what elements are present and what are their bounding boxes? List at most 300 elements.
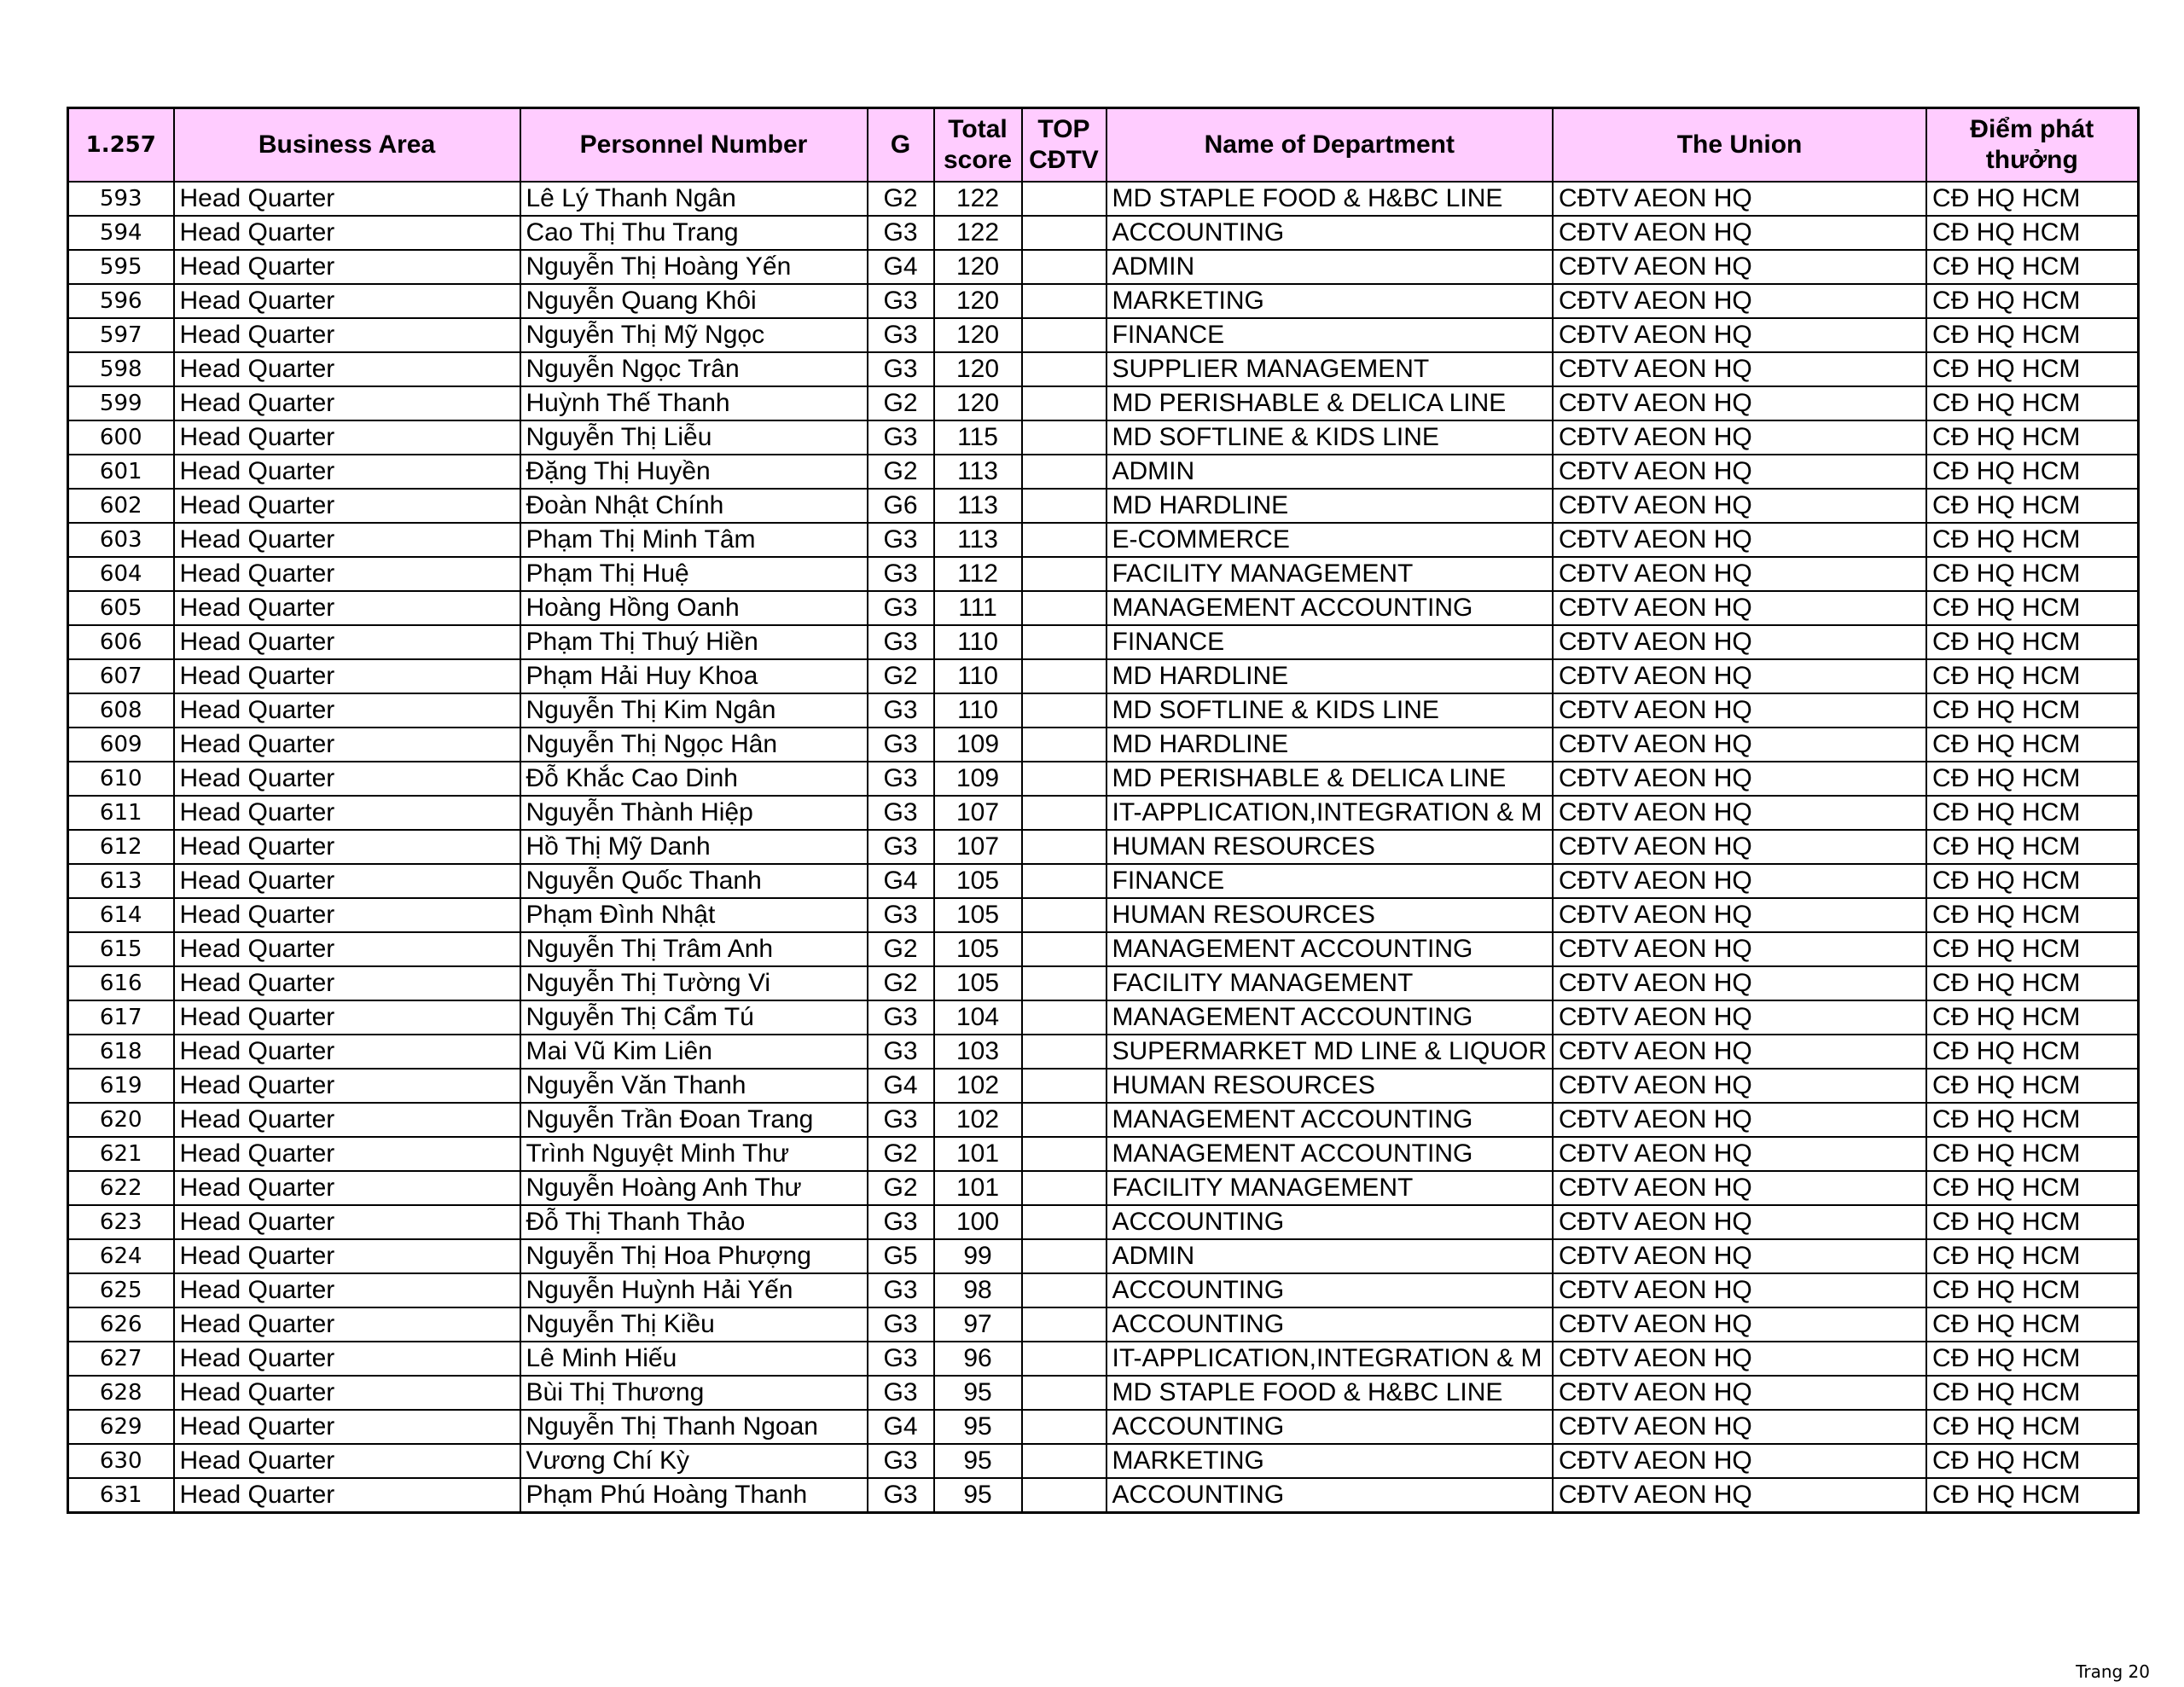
union-cell: CĐTV AEON HQ xyxy=(1553,591,1926,625)
table-row xyxy=(68,659,2139,693)
row-index: 619 xyxy=(68,1069,174,1103)
table-row xyxy=(68,1444,2139,1478)
grade-cell: G2 xyxy=(868,659,934,693)
table-row xyxy=(68,1307,2139,1342)
personnel-name-cell: Lê Minh Hiếu xyxy=(520,1342,868,1376)
union-cell: CĐTV AEON HQ xyxy=(1553,1000,1926,1035)
top-cdtv-cell xyxy=(1022,216,1107,250)
business-area-cell: Head Quarter xyxy=(174,557,520,591)
personnel-name-cell: Huỳnh Thế Thanh xyxy=(520,386,868,420)
top-cdtv-cell xyxy=(1022,284,1107,318)
top-cdtv-cell xyxy=(1022,591,1107,625)
grade-cell: G3 xyxy=(868,1444,934,1478)
table-row xyxy=(68,796,2139,830)
grade-cell: G3 xyxy=(868,625,934,659)
bonus-point-cell: CĐ HQ HCM xyxy=(1926,489,2138,523)
top-cdtv-cell xyxy=(1022,182,1107,216)
row-index: 612 xyxy=(68,830,174,864)
row-index: 596 xyxy=(68,284,174,318)
department-cell: MD SOFTLINE & KIDS LINE xyxy=(1107,693,1554,728)
row-index: 618 xyxy=(68,1035,174,1069)
top-cdtv-cell xyxy=(1022,1273,1107,1307)
business-area-cell: Head Quarter xyxy=(174,1478,520,1513)
department-cell: MANAGEMENT ACCOUNTING xyxy=(1107,1103,1554,1137)
row-index: 627 xyxy=(68,1342,174,1376)
row-index: 601 xyxy=(68,455,174,489)
table-row xyxy=(68,1171,2139,1205)
bonus-point-cell: CĐ HQ HCM xyxy=(1926,284,2138,318)
top-cdtv-cell xyxy=(1022,762,1107,796)
table-row xyxy=(68,932,2139,966)
personnel-name-cell: Nguyễn Thị Thanh Ngoan xyxy=(520,1410,868,1444)
union-cell: CĐTV AEON HQ xyxy=(1553,216,1926,250)
department-cell: SUPPLIER MANAGEMENT xyxy=(1107,352,1554,386)
total-score-cell: 109 xyxy=(934,762,1022,796)
total-score-cell: 112 xyxy=(934,557,1022,591)
bonus-point-cell: CĐ HQ HCM xyxy=(1926,728,2138,762)
grade-cell: G5 xyxy=(868,1239,934,1273)
union-cell: CĐTV AEON HQ xyxy=(1553,1239,1926,1273)
business-area-cell: Head Quarter xyxy=(174,1171,520,1205)
department-cell: MANAGEMENT ACCOUNTING xyxy=(1107,1000,1554,1035)
total-score-cell: 122 xyxy=(934,216,1022,250)
row-index: 626 xyxy=(68,1307,174,1342)
union-cell: CĐTV AEON HQ xyxy=(1553,1273,1926,1307)
union-cell: CĐTV AEON HQ xyxy=(1553,352,1926,386)
business-area-cell: Head Quarter xyxy=(174,420,520,455)
table-row xyxy=(68,830,2139,864)
total-score-cell: 101 xyxy=(934,1171,1022,1205)
row-index: 615 xyxy=(68,932,174,966)
table-row xyxy=(68,864,2139,898)
grade-cell: G2 xyxy=(868,182,934,216)
department-cell: HUMAN RESOURCES xyxy=(1107,830,1554,864)
total-score-cell: 120 xyxy=(934,318,1022,352)
department-cell: MD PERISHABLE & DELICA LINE xyxy=(1107,386,1554,420)
business-area-cell: Head Quarter xyxy=(174,1069,520,1103)
department-cell: MANAGEMENT ACCOUNTING xyxy=(1107,932,1554,966)
bonus-point-cell: CĐ HQ HCM xyxy=(1926,693,2138,728)
row-index: 611 xyxy=(68,796,174,830)
top-cdtv-cell xyxy=(1022,932,1107,966)
total-score-cell: 111 xyxy=(934,591,1022,625)
header-personnel-number: Personnel Number xyxy=(520,108,868,183)
department-cell: ACCOUNTING xyxy=(1107,1478,1554,1513)
personnel-name-cell: Nguyễn Quốc Thanh xyxy=(520,864,868,898)
personnel-name-cell: Nguyễn Văn Thanh xyxy=(520,1069,868,1103)
top-cdtv-cell xyxy=(1022,830,1107,864)
bonus-point-cell: CĐ HQ HCM xyxy=(1926,898,2138,932)
business-area-cell: Head Quarter xyxy=(174,352,520,386)
bonus-point-cell: CĐ HQ HCM xyxy=(1926,1103,2138,1137)
total-score-cell: 110 xyxy=(934,625,1022,659)
union-cell: CĐTV AEON HQ xyxy=(1553,1444,1926,1478)
business-area-cell: Head Quarter xyxy=(174,523,520,557)
grade-cell: G3 xyxy=(868,420,934,455)
personnel-name-cell: Nguyễn Thị Tường Vi xyxy=(520,966,868,1000)
table-row xyxy=(68,1103,2139,1137)
grade-cell: G4 xyxy=(868,1069,934,1103)
union-cell: CĐTV AEON HQ xyxy=(1553,1342,1926,1376)
top-cdtv-cell xyxy=(1022,1307,1107,1342)
department-cell: MANAGEMENT ACCOUNTING xyxy=(1107,1137,1554,1171)
total-score-cell: 120 xyxy=(934,386,1022,420)
grade-cell: G3 xyxy=(868,762,934,796)
top-cdtv-cell xyxy=(1022,796,1107,830)
row-index: 595 xyxy=(68,250,174,284)
grade-cell: G2 xyxy=(868,966,934,1000)
union-cell: CĐTV AEON HQ xyxy=(1553,1410,1926,1444)
row-index: 617 xyxy=(68,1000,174,1035)
union-cell: CĐTV AEON HQ xyxy=(1553,1103,1926,1137)
business-area-cell: Head Quarter xyxy=(174,966,520,1000)
table-row xyxy=(68,1035,2139,1069)
table-row xyxy=(68,420,2139,455)
top-cdtv-cell xyxy=(1022,557,1107,591)
grade-cell: G3 xyxy=(868,796,934,830)
union-cell: CĐTV AEON HQ xyxy=(1553,659,1926,693)
total-score-cell: 107 xyxy=(934,796,1022,830)
department-cell: SUPERMARKET MD LINE & LIQUOR xyxy=(1107,1035,1554,1069)
row-index: 622 xyxy=(68,1171,174,1205)
total-score-cell: 113 xyxy=(934,523,1022,557)
department-cell: ADMIN xyxy=(1107,1239,1554,1273)
row-index: 606 xyxy=(68,625,174,659)
personnel-name-cell: Hồ Thị Mỹ Danh xyxy=(520,830,868,864)
personnel-name-cell: Đoàn Nhật Chính xyxy=(520,489,868,523)
business-area-cell: Head Quarter xyxy=(174,1035,520,1069)
bonus-point-cell: CĐ HQ HCM xyxy=(1926,318,2138,352)
union-cell: CĐTV AEON HQ xyxy=(1553,932,1926,966)
top-cdtv-cell xyxy=(1022,966,1107,1000)
union-cell: CĐTV AEON HQ xyxy=(1553,284,1926,318)
total-score-cell: 101 xyxy=(934,1137,1022,1171)
total-score-cell: 113 xyxy=(934,455,1022,489)
bonus-point-cell: CĐ HQ HCM xyxy=(1926,352,2138,386)
header-business-area: Business Area xyxy=(174,108,520,183)
grade-cell: G3 xyxy=(868,318,934,352)
union-cell: CĐTV AEON HQ xyxy=(1553,420,1926,455)
grade-cell: G2 xyxy=(868,1171,934,1205)
business-area-cell: Head Quarter xyxy=(174,455,520,489)
business-area-cell: Head Quarter xyxy=(174,932,520,966)
union-cell: CĐTV AEON HQ xyxy=(1553,386,1926,420)
table-row xyxy=(68,1069,2139,1103)
header-bonus-point: Điểm phát thưởng xyxy=(1926,108,2138,183)
grade-cell: G3 xyxy=(868,693,934,728)
department-cell: ACCOUNTING xyxy=(1107,1307,1554,1342)
grade-cell: G3 xyxy=(868,523,934,557)
union-cell: CĐTV AEON HQ xyxy=(1553,250,1926,284)
personnel-name-cell: Nguyễn Thị Kim Ngân xyxy=(520,693,868,728)
table-row xyxy=(68,762,2139,796)
bonus-point-cell: CĐ HQ HCM xyxy=(1926,932,2138,966)
union-cell: CĐTV AEON HQ xyxy=(1553,557,1926,591)
personnel-name-cell: Đỗ Thị Thanh Thảo xyxy=(520,1205,868,1239)
department-cell: MD HARDLINE xyxy=(1107,489,1554,523)
table-body xyxy=(68,182,2139,1513)
total-score-cell: 110 xyxy=(934,693,1022,728)
department-cell: MARKETING xyxy=(1107,1444,1554,1478)
personnel-name-cell: Nguyễn Thị Ngọc Hân xyxy=(520,728,868,762)
total-score-cell: 95 xyxy=(934,1410,1022,1444)
total-score-cell: 95 xyxy=(934,1478,1022,1513)
bonus-point-cell: CĐ HQ HCM xyxy=(1926,1171,2138,1205)
bonus-point-cell: CĐ HQ HCM xyxy=(1926,1205,2138,1239)
top-cdtv-cell xyxy=(1022,1239,1107,1273)
personnel-name-cell: Lê Lý Thanh Ngân xyxy=(520,182,868,216)
department-cell: MD STAPLE FOOD & H&BC LINE xyxy=(1107,182,1554,216)
bonus-point-cell: CĐ HQ HCM xyxy=(1926,591,2138,625)
business-area-cell: Head Quarter xyxy=(174,1342,520,1376)
table-row xyxy=(68,216,2139,250)
personnel-name-cell: Nguyễn Thị Mỹ Ngọc xyxy=(520,318,868,352)
header-top-cdtv: TOP CĐTV xyxy=(1022,108,1107,183)
bonus-point-cell: CĐ HQ HCM xyxy=(1926,216,2138,250)
department-cell: MD STAPLE FOOD & H&BC LINE xyxy=(1107,1376,1554,1410)
business-area-cell: Head Quarter xyxy=(174,489,520,523)
personnel-name-cell: Phạm Thị Huệ xyxy=(520,557,868,591)
table-row xyxy=(68,1478,2139,1513)
total-score-cell: 99 xyxy=(934,1239,1022,1273)
top-cdtv-cell xyxy=(1022,250,1107,284)
department-cell: E-COMMERCE xyxy=(1107,523,1554,557)
bonus-point-cell: CĐ HQ HCM xyxy=(1926,1137,2138,1171)
union-cell: CĐTV AEON HQ xyxy=(1553,1035,1926,1069)
business-area-cell: Head Quarter xyxy=(174,1205,520,1239)
union-cell: CĐTV AEON HQ xyxy=(1553,762,1926,796)
total-score-cell: 96 xyxy=(934,1342,1022,1376)
grade-cell: G3 xyxy=(868,1035,934,1069)
business-area-cell: Head Quarter xyxy=(174,625,520,659)
table-row xyxy=(68,1000,2139,1035)
personnel-name-cell: Nguyễn Thị Kiều xyxy=(520,1307,868,1342)
grade-cell: G3 xyxy=(868,898,934,932)
business-area-cell: Head Quarter xyxy=(174,693,520,728)
department-cell: FINANCE xyxy=(1107,625,1554,659)
row-index: 605 xyxy=(68,591,174,625)
top-cdtv-cell xyxy=(1022,1069,1107,1103)
table-row xyxy=(68,693,2139,728)
grade-cell: G3 xyxy=(868,1478,934,1513)
row-index: 620 xyxy=(68,1103,174,1137)
grade-cell: G2 xyxy=(868,1137,934,1171)
top-cdtv-cell xyxy=(1022,1376,1107,1410)
grade-cell: G3 xyxy=(868,1307,934,1342)
union-cell: CĐTV AEON HQ xyxy=(1553,625,1926,659)
business-area-cell: Head Quarter xyxy=(174,386,520,420)
department-cell: HUMAN RESOURCES xyxy=(1107,898,1554,932)
grade-cell: G3 xyxy=(868,1205,934,1239)
personnel-name-cell: Phạm Hải Huy Khoa xyxy=(520,659,868,693)
grade-cell: G4 xyxy=(868,1410,934,1444)
union-cell: CĐTV AEON HQ xyxy=(1553,1171,1926,1205)
personnel-name-cell: Đỗ Khắc Cao Dinh xyxy=(520,762,868,796)
personnel-name-cell: Cao Thị Thu Trang xyxy=(520,216,868,250)
department-cell: HUMAN RESOURCES xyxy=(1107,1069,1554,1103)
header-department: Name of Department xyxy=(1107,108,1554,183)
personnel-name-cell: Phạm Phú Hoàng Thanh xyxy=(520,1478,868,1513)
bonus-point-cell: CĐ HQ HCM xyxy=(1926,455,2138,489)
department-cell: MD HARDLINE xyxy=(1107,728,1554,762)
row-index: 598 xyxy=(68,352,174,386)
business-area-cell: Head Quarter xyxy=(174,1410,520,1444)
department-cell: IT-APPLICATION,INTEGRATION & M xyxy=(1107,796,1554,830)
bonus-point-cell: CĐ HQ HCM xyxy=(1926,830,2138,864)
department-cell: ACCOUNTING xyxy=(1107,216,1554,250)
bonus-point-cell: CĐ HQ HCM xyxy=(1926,1273,2138,1307)
table-header xyxy=(68,108,2139,183)
union-cell: CĐTV AEON HQ xyxy=(1553,898,1926,932)
department-cell: IT-APPLICATION,INTEGRATION & M xyxy=(1107,1342,1554,1376)
row-index: 628 xyxy=(68,1376,174,1410)
header-grade: G xyxy=(868,108,934,183)
bonus-point-cell: CĐ HQ HCM xyxy=(1926,864,2138,898)
top-cdtv-cell xyxy=(1022,659,1107,693)
business-area-cell: Head Quarter xyxy=(174,1137,520,1171)
top-cdtv-cell xyxy=(1022,1342,1107,1376)
union-cell: CĐTV AEON HQ xyxy=(1553,455,1926,489)
department-cell: FACILITY MANAGEMENT xyxy=(1107,557,1554,591)
department-cell: MD PERISHABLE & DELICA LINE xyxy=(1107,762,1554,796)
union-cell: CĐTV AEON HQ xyxy=(1553,1376,1926,1410)
row-index: 603 xyxy=(68,523,174,557)
union-cell: CĐTV AEON HQ xyxy=(1553,864,1926,898)
header-total-score: Total score xyxy=(934,108,1022,183)
department-cell: MD HARDLINE xyxy=(1107,659,1554,693)
union-cell: CĐTV AEON HQ xyxy=(1553,966,1926,1000)
top-cdtv-cell xyxy=(1022,1103,1107,1137)
department-cell: FINANCE xyxy=(1107,864,1554,898)
top-cdtv-cell xyxy=(1022,864,1107,898)
bonus-point-cell: CĐ HQ HCM xyxy=(1926,1035,2138,1069)
total-score-cell: 122 xyxy=(934,182,1022,216)
union-cell: CĐTV AEON HQ xyxy=(1553,1478,1926,1513)
top-cdtv-cell xyxy=(1022,386,1107,420)
top-cdtv-cell xyxy=(1022,318,1107,352)
top-cdtv-cell xyxy=(1022,1444,1107,1478)
table-row xyxy=(68,523,2139,557)
row-index: 600 xyxy=(68,420,174,455)
top-cdtv-cell xyxy=(1022,1205,1107,1239)
row-index: 604 xyxy=(68,557,174,591)
table-row xyxy=(68,386,2139,420)
table-row xyxy=(68,182,2139,216)
personnel-name-cell: Nguyễn Hoàng Anh Thư xyxy=(520,1171,868,1205)
table-row xyxy=(68,591,2139,625)
bonus-point-cell: CĐ HQ HCM xyxy=(1926,1410,2138,1444)
table-row xyxy=(68,1239,2139,1273)
personnel-name-cell: Nguyễn Ngọc Trân xyxy=(520,352,868,386)
business-area-cell: Head Quarter xyxy=(174,1376,520,1410)
bonus-point-cell: CĐ HQ HCM xyxy=(1926,1444,2138,1478)
row-index: 621 xyxy=(68,1137,174,1171)
total-score-cell: 110 xyxy=(934,659,1022,693)
total-score-cell: 115 xyxy=(934,420,1022,455)
table-row xyxy=(68,557,2139,591)
table-row xyxy=(68,728,2139,762)
personnel-name-cell: Phạm Thị Minh Tâm xyxy=(520,523,868,557)
top-cdtv-cell xyxy=(1022,1035,1107,1069)
bonus-point-cell: CĐ HQ HCM xyxy=(1926,523,2138,557)
bonus-point-cell: CĐ HQ HCM xyxy=(1926,420,2138,455)
grade-cell: G3 xyxy=(868,1000,934,1035)
department-cell: ACCOUNTING xyxy=(1107,1410,1554,1444)
department-cell: MARKETING xyxy=(1107,284,1554,318)
total-score-cell: 95 xyxy=(934,1376,1022,1410)
personnel-name-cell: Nguyễn Thị Trâm Anh xyxy=(520,932,868,966)
union-cell: CĐTV AEON HQ xyxy=(1553,523,1926,557)
union-cell: CĐTV AEON HQ xyxy=(1553,693,1926,728)
bonus-point-cell: CĐ HQ HCM xyxy=(1926,659,2138,693)
row-index: 610 xyxy=(68,762,174,796)
business-area-cell: Head Quarter xyxy=(174,591,520,625)
personnel-name-cell: Nguyễn Huỳnh Hải Yến xyxy=(520,1273,868,1307)
total-score-cell: 107 xyxy=(934,830,1022,864)
union-cell: CĐTV AEON HQ xyxy=(1553,1205,1926,1239)
row-index: 614 xyxy=(68,898,174,932)
personnel-name-cell: Hoàng Hồng Oanh xyxy=(520,591,868,625)
department-cell: MANAGEMENT ACCOUNTING xyxy=(1107,591,1554,625)
union-cell: CĐTV AEON HQ xyxy=(1553,1069,1926,1103)
total-score-cell: 105 xyxy=(934,898,1022,932)
top-cdtv-cell xyxy=(1022,420,1107,455)
total-score-cell: 120 xyxy=(934,352,1022,386)
business-area-cell: Head Quarter xyxy=(174,796,520,830)
bonus-point-cell: CĐ HQ HCM xyxy=(1926,1069,2138,1103)
department-cell: FACILITY MANAGEMENT xyxy=(1107,1171,1554,1205)
personnel-name-cell: Nguyễn Thị Hoa Phượng xyxy=(520,1239,868,1273)
table-row xyxy=(68,1376,2139,1410)
table-row xyxy=(68,250,2139,284)
table-row xyxy=(68,898,2139,932)
header-union: The Union xyxy=(1553,108,1926,183)
row-index: 625 xyxy=(68,1273,174,1307)
grade-cell: G3 xyxy=(868,557,934,591)
grade-cell: G2 xyxy=(868,386,934,420)
bonus-point-cell: CĐ HQ HCM xyxy=(1926,1307,2138,1342)
bonus-point-cell: CĐ HQ HCM xyxy=(1926,796,2138,830)
bonus-point-cell: CĐ HQ HCM xyxy=(1926,1000,2138,1035)
total-score-cell: 102 xyxy=(934,1069,1022,1103)
total-score-cell: 105 xyxy=(934,932,1022,966)
total-score-cell: 95 xyxy=(934,1444,1022,1478)
bonus-point-cell: CĐ HQ HCM xyxy=(1926,966,2138,1000)
row-index: 616 xyxy=(68,966,174,1000)
total-score-cell: 103 xyxy=(934,1035,1022,1069)
top-cdtv-cell xyxy=(1022,1137,1107,1171)
business-area-cell: Head Quarter xyxy=(174,250,520,284)
department-cell: MD SOFTLINE & KIDS LINE xyxy=(1107,420,1554,455)
top-cdtv-cell xyxy=(1022,489,1107,523)
row-index: 607 xyxy=(68,659,174,693)
union-cell: CĐTV AEON HQ xyxy=(1553,1307,1926,1342)
table-row xyxy=(68,1342,2139,1376)
bonus-point-cell: CĐ HQ HCM xyxy=(1926,250,2138,284)
top-cdtv-cell xyxy=(1022,693,1107,728)
personnel-name-cell: Nguyễn Thành Hiệp xyxy=(520,796,868,830)
business-area-cell: Head Quarter xyxy=(174,216,520,250)
personnel-name-cell: Nguyễn Thị Hoàng Yến xyxy=(520,250,868,284)
row-index: 599 xyxy=(68,386,174,420)
table-row xyxy=(68,1410,2139,1444)
page-number: Trang 20 xyxy=(2076,1661,2150,1682)
grade-cell: G3 xyxy=(868,591,934,625)
business-area-cell: Head Quarter xyxy=(174,284,520,318)
bonus-point-cell: CĐ HQ HCM xyxy=(1926,762,2138,796)
grade-cell: G3 xyxy=(868,1273,934,1307)
bonus-point-cell: CĐ HQ HCM xyxy=(1926,1376,2138,1410)
